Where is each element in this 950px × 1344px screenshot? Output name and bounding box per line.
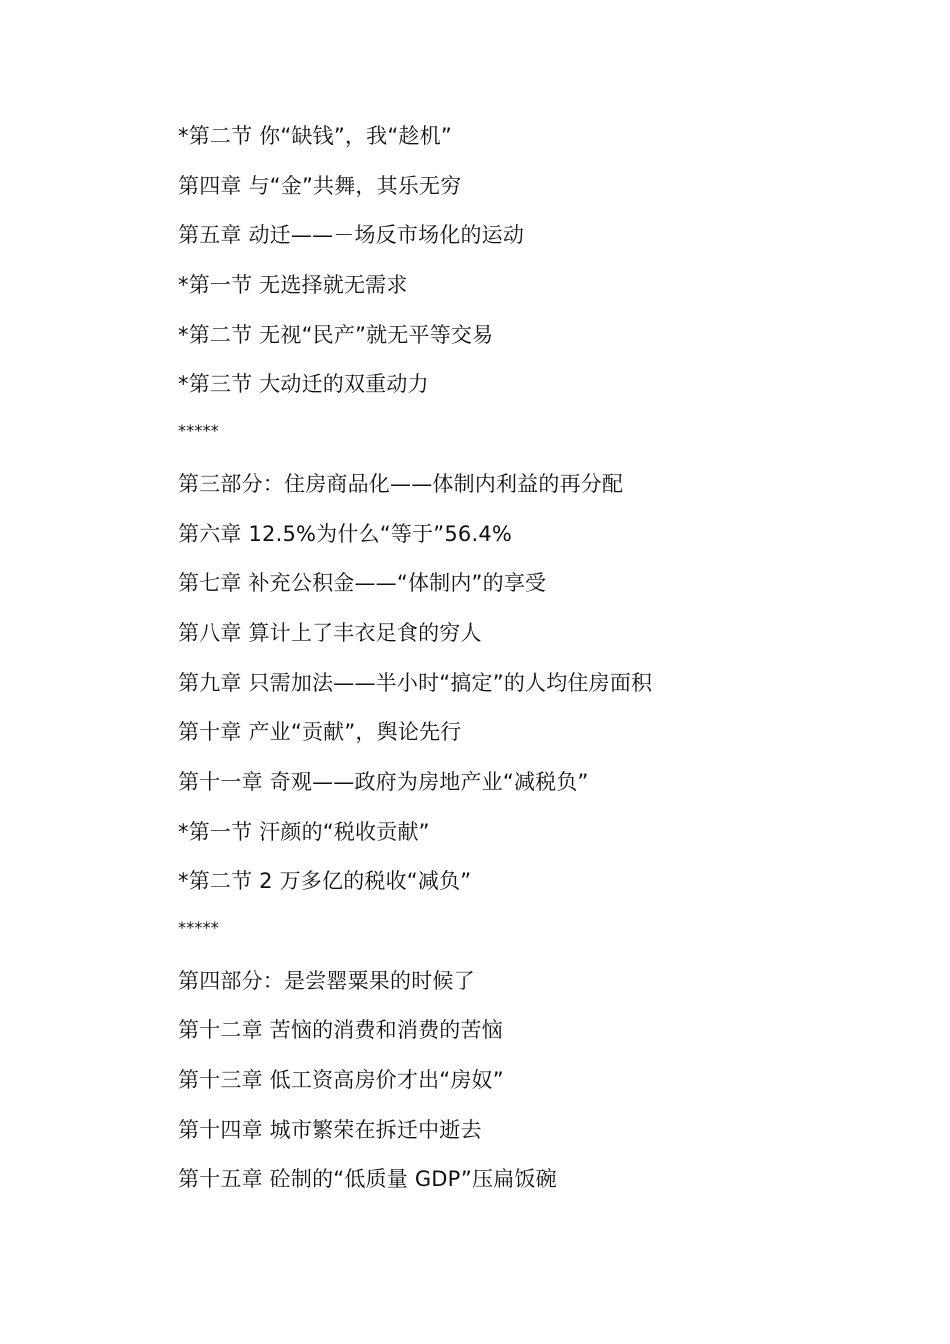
toc-section-line: *第二节 无视“民产”就无平等交易 (178, 322, 494, 347)
toc-part-heading: 第三部分：住房商品化——体制内利益的再分配 (178, 471, 624, 496)
toc-separator: ***** (178, 918, 219, 937)
toc-section-line: *第一节 无选择就无需求 (178, 273, 408, 298)
toc-chapter-line: 第十四章 城市繁荣在拆迁中逝去 (178, 1117, 482, 1142)
toc-chapter-line: 第五章 动迁——－场反市场化的运动 (178, 223, 525, 248)
toc-chapter-line: 第十五章 砼制的“低质量 GDP”压扁饭碗 (178, 1167, 557, 1192)
toc-chapter-line: 第十三章 低工资高房价才出“房奴” (178, 1068, 504, 1093)
toc-section-line: *第一节 汗颜的“税收贡献” (178, 819, 430, 844)
toc-chapter-line: 第十二章 苦恼的消费和消费的苦恼 (178, 1018, 503, 1043)
toc-chapter-line: 第八章 算计上了丰衣足食的穷人 (178, 620, 482, 645)
toc-chapter-line: 第十一章 奇观——政府为房地产业“减税负” (178, 769, 589, 794)
toc-section-line: *第二节 2 万多亿的税收“减负” (178, 869, 472, 894)
toc-chapter-line: 第四章 与“金”共舞，其乐无穷 (178, 173, 462, 198)
toc-part-heading: 第四部分：是尝罂粟果的时候了 (178, 968, 475, 993)
toc-chapter-line: 第六章 12.5%为什么“等于”56.4% (178, 521, 513, 546)
toc-separator: ***** (178, 421, 219, 441)
toc-chapter-line: 第七章 补充公积金——“体制内”的享受 (178, 571, 547, 596)
toc-section-line: *第三节 大动迁的双重动力 (178, 372, 429, 397)
table-of-contents (178, 118, 878, 1211)
toc-chapter-line: 第十章 产业“贡献”，舆论先行 (178, 720, 462, 745)
toc-section-line: *第二节 你“缺钱”，我“趁机” (178, 124, 452, 148)
toc-chapter-line: 第九章 只需加法——半小时“搞定”的人均住房面积 (178, 670, 653, 695)
